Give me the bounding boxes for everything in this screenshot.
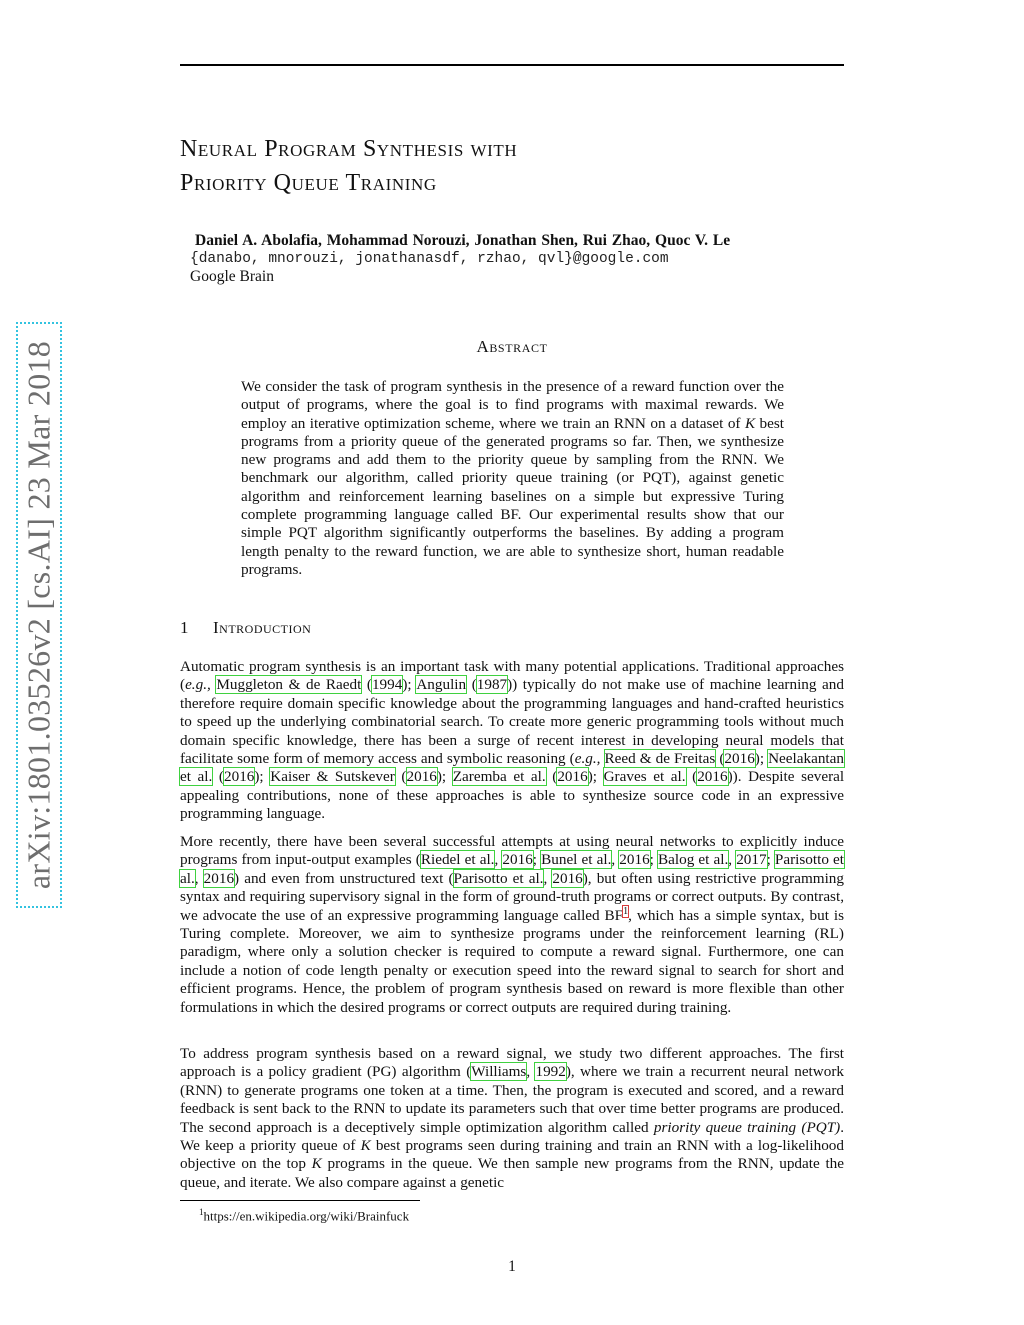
header-rule: [180, 64, 844, 66]
citation-year-link[interactable]: 2016: [557, 768, 588, 786]
citation-year-link[interactable]: 2016: [406, 768, 437, 786]
text-run: best programs seen during training and train an RNN with a log-likelihood objective on the top: [180, 1137, 844, 1173]
intro-paragraph-3: [180, 1045, 844, 1192]
citation-year-link[interactable]: 2016: [203, 869, 235, 887]
math-k: K: [744, 414, 756, 432]
citation-link[interactable]: Neelakantan et al.: [180, 750, 844, 786]
emphasis-pqt: priority queue training (PQT): [653, 1118, 841, 1136]
text-run: programs in the queue. We then sample new programs from the RNN, update the queue, and iterate. We also compare against a genetic: [180, 1155, 844, 1191]
text-run: ;: [649, 851, 659, 869]
abstract-part: best programs from a priority queue of the generated programs so far. Then, we synthesize new programs and add them to the priority queue by sampling from the RNN. We benchmark our algorithm, called priority queue training (or PQT), against genetic algorithm and reinforcement learning baselines on a simple but expressive Turing complete programming language called BF. Our experimental results show that our simple PQT algorithm significantly outperforms the baselines. By adding a program length penalty to the reward function, we are able to synthesize short, human readable programs.: [241, 414, 784, 578]
citation-year-link[interactable]: 2016: [619, 851, 650, 869]
citation-link[interactable]: Balog et al.: [658, 851, 729, 869]
text-run: ,: [611, 851, 620, 869]
text-run: , which has a simple syntax, but is Turing complete. Moreover, we aim to synthesize programs under the reinforcement learning (RL) paradigm, where only a solution checker is required to compute a reward signal. Furthermore, one can include a notion of code length penalty or execution speed into the reward signal to search for short and efficient programs. Hence, the problem of program synthesis based on reward is more flexible than other formulations in which the desired programs or correct outputs are required during training.: [180, 906, 844, 1016]
text-run: )). Despite several appealing contributions, none of these approaches is able to synthesize source code in an expressive programming language.: [180, 768, 845, 823]
section-title: Introduction: [213, 618, 312, 637]
citation-year-link[interactable]: 2017: [736, 851, 767, 869]
math-k: K: [311, 1155, 322, 1173]
page-number: 1: [508, 1258, 516, 1275]
text-run: (: [466, 676, 477, 694]
text-run: (: [394, 768, 407, 786]
text-run: (: [361, 676, 372, 694]
section-heading-introduction: [180, 618, 311, 638]
citation-year-link[interactable]: 2016: [697, 768, 728, 786]
text-run: ,: [494, 851, 503, 869]
text-run: ) and even from unstructured text (: [234, 869, 454, 887]
citation-link[interactable]: Riedel et al.: [420, 851, 495, 869]
text-run: ), but often using restrictive programming syntax and requiring supervisory signal in the form of ground-truth programs or correct outputs. By contrast, we advocate the use of an expressive programming language called BF: [180, 869, 844, 924]
citation-link[interactable]: Parisotto et al.: [453, 869, 544, 887]
text-run: (: [715, 750, 725, 768]
text-run: More recently, there have been several successful attempts at using neural networks to explicitly induce programs from input-output examples (: [180, 833, 844, 869]
arxiv-identifier-link[interactable]: [16, 322, 62, 908]
text-run: . We keep a priority queue of: [180, 1118, 844, 1155]
affiliation: Google Brain: [190, 268, 274, 285]
citation-link[interactable]: Reed & de Freitas: [604, 750, 716, 768]
abstract-heading: Abstract: [476, 337, 548, 356]
author-emails: {danabo, mnorouzi, jonathanasdf, rzhao, qvl}@google.com: [190, 251, 669, 267]
text-run: );: [254, 768, 271, 786]
footnote: [199, 1207, 409, 1224]
citation-year-link[interactable]: 2016: [224, 768, 255, 786]
intro-paragraph-1: [180, 658, 844, 824]
citation-year-link[interactable]: 2016: [724, 750, 755, 768]
title-line-1: Neural Program Synthesis with: [180, 136, 518, 162]
text-run: ;: [532, 851, 542, 869]
citation-link[interactable]: Muggleton & de Raedt: [216, 676, 362, 694]
text-run: ,: [728, 851, 737, 869]
text-run: ;: [766, 851, 775, 869]
title-line-2: Priority Queue Training: [180, 170, 437, 196]
text-run: );: [402, 676, 417, 694]
text-run: );: [436, 768, 453, 786]
citation-year-link[interactable]: 1987: [476, 676, 508, 694]
text-run: e.g.,: [574, 750, 601, 768]
footnote-number: 1: [199, 1207, 204, 1217]
citation-link[interactable]: Williams: [471, 1063, 527, 1081]
text-run: e.g.,: [185, 676, 211, 694]
text-run: To address program synthesis based on a reward signal, we study two different approaches. The first approach is a policy gradient (PG) algorithm (: [180, 1045, 844, 1081]
text-run: (: [212, 768, 224, 786]
text-run: (: [685, 768, 698, 786]
paper-title: [180, 132, 840, 200]
text-run: );: [754, 750, 769, 768]
author-list: Daniel A. Abolafia, Mohammad Norouzi, Jonathan Shen, Rui Zhao, Quoc V. Le: [195, 232, 731, 249]
text-run: Automatic program synthesis is an important task with many potential applications. Traditional approaches (: [180, 658, 844, 694]
citation-link[interactable]: Graves et al.: [603, 768, 686, 786]
footnote-marker-link[interactable]: 1: [623, 905, 629, 917]
text-run: ,: [526, 1063, 536, 1081]
citation-year-link[interactable]: 2016: [552, 869, 583, 887]
text-run: [600, 750, 604, 767]
section-number: 1: [180, 618, 189, 637]
intro-paragraph-2: [180, 833, 844, 1017]
text-run: );: [587, 768, 604, 786]
footnote-url: https://en.wikipedia.org/wiki/Brainfuck: [203, 1208, 410, 1224]
abstract-part: We consider the task of program synthesis in the presence of a reward function over the output of programs, where the goal is to find programs with maximal rewards. We employ an iterative optimization scheme, where we train an RNN on a dataset of: [241, 378, 784, 432]
citation-link[interactable]: Angulin: [416, 676, 467, 694]
citation-year-link[interactable]: 1992: [535, 1063, 566, 1081]
citation-year-link[interactable]: 1994: [371, 676, 403, 694]
text-run: (: [545, 768, 558, 786]
footnote-rule: [180, 1200, 420, 1201]
citation-year-link[interactable]: 2016: [502, 851, 533, 869]
text-run: )) typically do not make use of machine learning and therefore require domain specific knowledge about the programming languages and hand-crafted heuristics to speed up the underlying combinatorial search. To create more generic programming tools without much domain specific knowledge, there has been a surge of recent interest in developing neural models that facilitate some form of memory access and symbolic reasoning (: [180, 676, 844, 768]
citation-link[interactable]: Kaiser & Sutskever: [270, 768, 395, 786]
text-run: ), where we train a recurrent neural network (RNN) to generate programs one token at a time. Then, the program is executed and scored, and a reward feedback is sent back to the RNN to update its parameters such that over time better programs are produced. The second approach is a deceptively simple optimization algorithm called: [180, 1063, 844, 1136]
citation-link[interactable]: Zaremba et al.: [452, 768, 546, 786]
math-k: K: [360, 1137, 371, 1155]
text-run: ,: [194, 869, 204, 887]
citation-link[interactable]: Bunel et al.: [541, 851, 612, 869]
citation-link[interactable]: Parisotto et al.: [180, 851, 844, 887]
arxiv-identifier-text: arXiv:1801.03526v2 [cs.AI] 23 Mar 2018: [20, 340, 57, 890]
text-run: ,: [543, 869, 553, 887]
abstract-text: [241, 378, 784, 579]
